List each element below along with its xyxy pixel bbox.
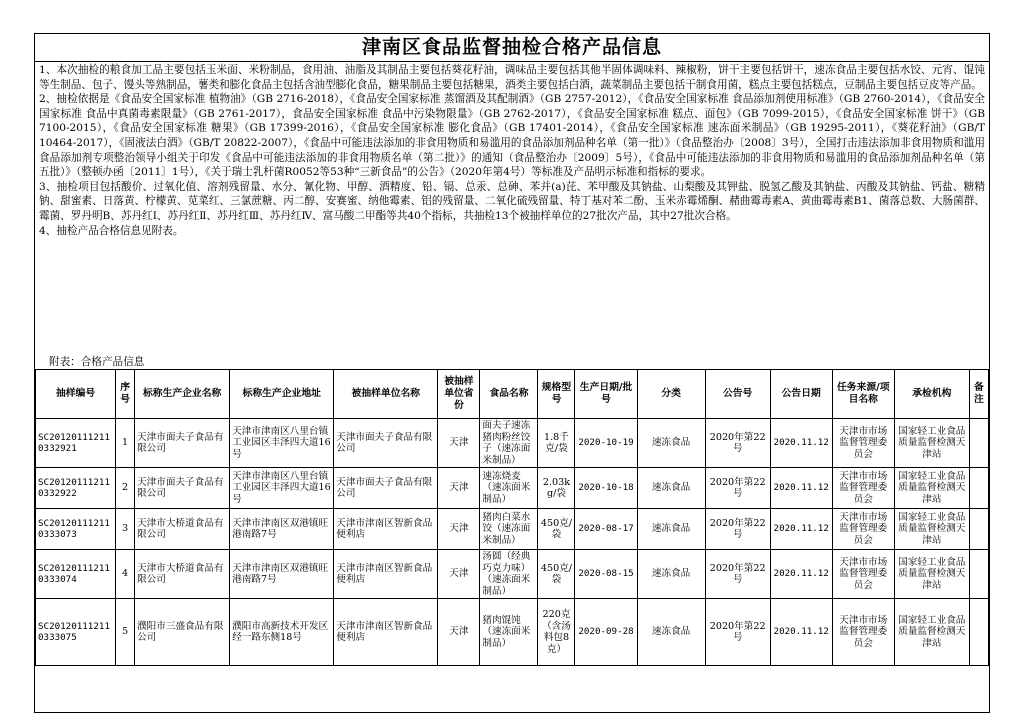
cell-manufacturer: 濮阳市三盛食品有限公司	[135, 599, 230, 666]
cell-sample-no: SC20120111211 0332921	[36, 419, 116, 468]
cell-notice-no: 2020年第22号	[705, 509, 770, 550]
header-notice-date: 公告日期	[770, 370, 832, 419]
cell-notice-date: 2020.11.12	[770, 509, 832, 550]
cell-manufacturer: 天津市面夫子食品有限公司	[135, 419, 230, 468]
cell-production-date: 2020-08-15	[575, 550, 637, 599]
cell-notice-no: 2020年第22号	[705, 599, 770, 666]
cell-province: 天津	[438, 419, 480, 468]
cell-task-source: 天津市市场监督管理委员会	[832, 509, 894, 550]
cell-province: 天津	[438, 468, 480, 509]
cell-manufacturer-address: 天津市津南区八里台镇工业园区丰泽四大道16号	[230, 419, 334, 468]
header-seq: 序号	[116, 370, 135, 419]
notice-body	[35, 62, 989, 355]
cell-seq: 3	[116, 509, 135, 550]
cell-testing-agency: 国家轻工业食品质量监督检测天津站	[894, 599, 969, 666]
table-row	[36, 599, 989, 666]
cell-sample-no: SC20120111211 0332922	[36, 468, 116, 509]
cell-production-date: 2020-10-18	[575, 468, 637, 509]
cell-remark	[969, 550, 988, 599]
cell-category: 速冻食品	[637, 550, 705, 599]
cell-sampled-unit: 天津市面夫子食品有限公司	[334, 419, 438, 468]
cell-manufacturer: 天津市面夫子食品有限公司	[135, 468, 230, 509]
header-sampled-unit: 被抽样单位名称	[334, 370, 438, 419]
cell-manufacturer-address: 天津市津南区双港镇旺港南路7号	[230, 550, 334, 599]
header-province: 被抽样单位省份	[438, 370, 480, 419]
paragraph-items: 3、抽检项目包括酸价、过氧化值、溶剂残留量、水分、氰化物、甲醇、酒精度、铅、镉、总汞、总砷、苯并(a)芘、苯甲酸及其钠盐、山梨酸及其钾盐、脱氢乙酸及其钠盐、丙酸及其钠盐、钙盐、糖精钠、甜蜜素、日落黄、柠檬黄、苋菜红、三氯蔗糖、丙二醇、安赛蜜、纳他霉素、铝的残留量、二氧化硫残留量、特丁基对苯二酚、玉米赤霉烯酮、赭曲霉毒素A、黄曲霉毒素B1、菌落总数、大肠菌群、霉菌、罗丹明B、苏丹红Ⅰ、苏丹红Ⅱ、苏丹红Ⅲ、苏丹红Ⅳ、富马酸二甲酯等共40个指标，共抽检13个被抽样单位的27批次产品，其中27批次合格。	[39, 180, 985, 222]
cell-food-name: 猪肉白菜水饺（速冻面米制品）	[480, 509, 538, 550]
cell-task-source: 天津市市场监督管理委员会	[832, 468, 894, 509]
cell-remark	[969, 509, 988, 550]
cell-category: 速冻食品	[637, 509, 705, 550]
qualified-products-table	[35, 369, 989, 666]
cell-notice-no: 2020年第22号	[705, 550, 770, 599]
header-category: 分类	[637, 370, 705, 419]
appendix-label: 附表：合格产品信息	[49, 356, 145, 368]
header-remark: 备注	[969, 370, 988, 419]
cell-notice-date: 2020.11.12	[770, 419, 832, 468]
cell-production-date: 2020-10-19	[575, 419, 637, 468]
cell-province: 天津	[438, 550, 480, 599]
table-row	[36, 550, 989, 599]
cell-food-name: 速冻烧麦（速冻面米制品）	[480, 468, 538, 509]
header-spec: 规格型号	[538, 370, 575, 419]
page-title: 津南区食品监督抽检合格产品信息	[35, 34, 989, 62]
cell-manufacturer-address: 天津市津南区八里台镇工业园区丰泽四大道16号	[230, 468, 334, 509]
table-row	[36, 468, 989, 509]
cell-testing-agency: 国家轻工业食品质量监督检测天津站	[894, 509, 969, 550]
cell-province: 天津	[438, 509, 480, 550]
document-frame	[34, 33, 990, 713]
cell-sampled-unit: 天津市津南区智新食品便利店	[334, 509, 438, 550]
cell-notice-no: 2020年第22号	[705, 468, 770, 509]
cell-province: 天津	[438, 599, 480, 666]
cell-food-name: 面夫子速冻猪肉粉丝饺子（速冻面米制品）	[480, 419, 538, 468]
cell-seq: 4	[116, 550, 135, 599]
cell-notice-date: 2020.11.12	[770, 599, 832, 666]
paragraph-basis: 2、抽检依据是《食品安全国家标准 植物油》（GB 2716-2018），《食品安全国家标准 蒸馏酒及其配制酒》（GB 2757-2012），《食品安全国家标准 食品添加剂使用标准》（GB 2760-2014），《食品安全国家标准 食品中真菌毒素限量》（GB 2761-2017），食品安全国家标准 食品中污染物限量》（GB 2762-2017），《食品安全国家标准 糕点、面包》（GB 7099-2015），《食品安全国家标准 饼干》（GB 7100-2015），《食品安全国家标准 糖果》（GB 17399-2016），《食品安全国家标准 膨化食品》（GB 17401-2014），《食品安全国家标准 速冻面米制品》（GB 19295-2011），《葵花籽油》（GB/T 10464-2017），《固液法白酒》（GB/T 20822-2007），《食品中可能违法添加的非食用物质和易滥用的食品添加剂品种名单（第一批）》（食品整治办〔2008〕3号），全国打击违法添加非食用物质和滥用食品添加剂专项整治领导小组关于印发《食品中可能违法添加的非食用物质名单（第二批）》的通知（食品整治办〔2009〕5号），《食品中可能违法添加的非食用物质和易滥用的食品添加剂品种名单（第五批）》（整顿办函〔2011〕1号），《关于瑞士乳杆菌R0052等53种“三新食品”的公告》（2020年第4号）等标准及产品明示标准和指标的要求。	[39, 93, 985, 179]
cell-sample-no: SC20120111211 0333075	[36, 599, 116, 666]
cell-production-date: 2020-08-17	[575, 509, 637, 550]
cell-notice-date: 2020.11.12	[770, 550, 832, 599]
cell-category: 速冻食品	[637, 468, 705, 509]
cell-seq: 2	[116, 468, 135, 509]
header-food-name: 食品名称	[480, 370, 538, 419]
cell-spec: 450克/袋	[538, 509, 575, 550]
cell-testing-agency: 国家轻工业食品质量监督检测天津站	[894, 468, 969, 509]
header-manufacturer-address: 标称生产企业地址	[230, 370, 334, 419]
paragraph-appendix-note: 4、抽检产品合格信息见附表。	[39, 224, 184, 237]
cell-sampled-unit: 天津市津南区智新食品便利店	[334, 550, 438, 599]
table-row	[36, 419, 989, 468]
cell-sampled-unit: 天津市津南区智新食品便利店	[334, 599, 438, 666]
cell-manufacturer: 天津市大桥道食品有限公司	[135, 550, 230, 599]
cell-task-source: 天津市市场监督管理委员会	[832, 419, 894, 468]
cell-sample-no: SC20120111211 0333074	[36, 550, 116, 599]
cell-spec: 2.03kg/袋	[538, 468, 575, 509]
paragraph-scope: 1、本次抽检的粮食加工品主要包括玉米面、米粉制品，食用油、油脂及其制品主要包括葵花籽油，调味品主要包括其他半固体调味料、辣椒粉，饼干主要包括饼干，速冻食品主要包括水饺、元宵、馄饨等生制品、包子、馒头等熟制品，薯类和膨化食品主包括含油型膨化食品，糖果制品主要包括糖果，酒类主要包括白酒，蔬菜制品主要包括干制食用菌，糕点主要包括糕点，豆制品主要包括豆皮等产品。	[39, 64, 985, 91]
cell-seq: 5	[116, 599, 135, 666]
cell-remark	[969, 599, 988, 666]
cell-sample-no: SC20120111211 0333073	[36, 509, 116, 550]
table-row	[36, 509, 989, 550]
header-sample-no: 抽样编号	[36, 370, 116, 419]
cell-spec: 1.8千克/袋	[538, 419, 575, 468]
cell-category: 速冻食品	[637, 419, 705, 468]
cell-spec: 220克（含汤料包8克）	[538, 599, 575, 666]
cell-remark	[969, 419, 988, 468]
cell-remark	[969, 468, 988, 509]
header-testing-agency: 承检机构	[894, 370, 969, 419]
cell-task-source: 天津市市场监督管理委员会	[832, 599, 894, 666]
header-notice-no: 公告号	[705, 370, 770, 419]
cell-manufacturer: 天津市大桥道食品有限公司	[135, 509, 230, 550]
cell-category: 速冻食品	[637, 599, 705, 666]
header-task-source: 任务来源/项目名称	[832, 370, 894, 419]
cell-testing-agency: 国家轻工业食品质量监督检测天津站	[894, 550, 969, 599]
cell-seq: 1	[116, 419, 135, 468]
cell-manufacturer-address: 天津市津南区双港镇旺港南路7号	[230, 509, 334, 550]
cell-notice-date: 2020.11.12	[770, 468, 832, 509]
cell-production-date: 2020-09-28	[575, 599, 637, 666]
cell-spec: 450克/袋	[538, 550, 575, 599]
cell-testing-agency: 国家轻工业食品质量监督检测天津站	[894, 419, 969, 468]
cell-notice-no: 2020年第22号	[705, 419, 770, 468]
table-header-row	[36, 370, 989, 419]
cell-food-name: 猪肉馄饨（速冻面米制品）	[480, 599, 538, 666]
header-production-date: 生产日期/批号	[575, 370, 637, 419]
cell-manufacturer-address: 濮阳市高新技术开发区经一路东侧18号	[230, 599, 334, 666]
header-manufacturer: 标称生产企业名称	[135, 370, 230, 419]
cell-food-name: 汤圆（经典巧克力味）（速冻面米制品）	[480, 550, 538, 599]
cell-task-source: 天津市市场监督管理委员会	[832, 550, 894, 599]
cell-sampled-unit: 天津市面夫子食品有限公司	[334, 468, 438, 509]
